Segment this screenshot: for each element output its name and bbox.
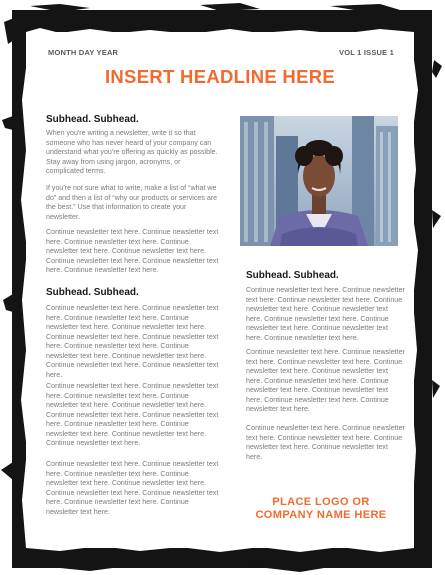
logo-placeholder	[236, 496, 406, 522]
left-subhead-2: Subhead. Subhead.	[46, 287, 139, 298]
photo-illustration	[240, 116, 398, 246]
issue-volume: VOL 1 ISSUE 1	[339, 48, 394, 57]
left-paragraph-3: Continue newsletter text here. Continue newsletter text here. Continue newsletter text here. Continue newsletter text here. Continue newsletter text here. Continue newsletter text here. Continue newsletter text here. Continue newsletter text here.	[46, 228, 219, 274]
right-paragraph-3: Continue newsletter text here. Continue newsletter text here. Continue newsletter text here. Continue newsletter text here. Continue newsletter text here.	[246, 424, 405, 461]
left-paragraph-4: Continue newsletter text here. Continue newsletter text here. Continue newsletter text here. Continue newsletter text here. Continue newsletter text here. Continue newsletter text here. Continue newsletter text here. Continue newsletter text here. Continue newsletter text here. Continue newsletter text here. Continue newsletter text here. Continue newsletter text here.	[46, 304, 219, 379]
logo-line-2: COMPANY NAME HERE	[255, 509, 387, 521]
businesswoman-photo	[240, 116, 398, 246]
issue-date: MONTH DAY YEAR	[48, 48, 119, 57]
headline: INSERT HEADLINE HERE	[104, 66, 336, 87]
left-paragraph-6: Continue newsletter text here. Continue newsletter text here. Continue newsletter text here. Continue newsletter text here. Continue newsletter text here. Continue newsletter text here. Continue newsletter text here. Continue newsletter text here. Continue newsletter text here.	[46, 460, 219, 516]
left-subhead-1: Subhead. Subhead.	[46, 114, 139, 125]
left-paragraph-1: When you're writing a newsletter, write it so that someone who has never heard of your company can understand what you're offering as quickly as possible. Stay away from using jargon, acronyms, or complicated terms.	[46, 129, 218, 175]
left-paragraph-2: If you're not sure what to write, make a list of “what we do” and then a list of “why our products or services are the best.” Use that information to create your newsletter.	[46, 184, 218, 221]
right-paragraph-1: Continue newsletter text here. Continue newsletter text here. Continue newsletter text here. Continue newsletter text here. Continue newsletter text here. Continue newsletter text here. Continue newsletter text here. Continue newsletter text here. Continue newsletter text here.	[246, 286, 405, 342]
newsletter-sheet	[26, 32, 414, 548]
logo-line-1: PLACE LOGO OR	[272, 496, 370, 508]
right-subhead: Subhead. Subhead.	[246, 270, 339, 281]
right-paragraph-2: Continue newsletter text here. Continue newsletter text here. Continue newsletter text here. Continue newsletter text here. Continue newsletter text here. Continue newsletter text here. Continue newsletter text here. Continue newsletter text here. Continue newsletter text here. Continue newsletter text here.	[246, 348, 405, 413]
left-paragraph-5: Continue newsletter text here. Continue newsletter text here. Continue newsletter text here. Continue newsletter text here. Continue newsletter text here. Continue newsletter text here. Continue newsletter text here. Continue newsletter text here. Continue newsletter text here. Continue newsletter text here. Continue newsletter text here.	[46, 382, 219, 447]
